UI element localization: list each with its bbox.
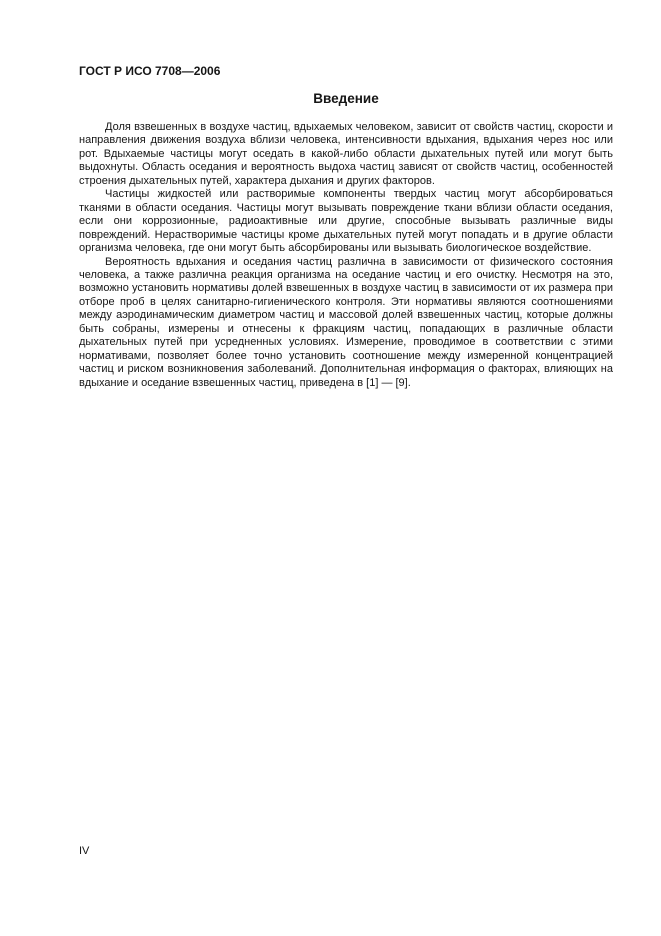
paragraph-1: Доля взвешенных в воздухе частиц, вдыхаемых человеком, зависит от свойств частиц, скорости и направления движения воздуха вблизи человека, интенсивности вдыхания, вдыхания через нос или рот. Вдыхаемые частицы могут оседать в какой-либо области дыхательных путей или могут быть выдохнуты. Область оседания и вероятность выдоха частиц зависят от свойств частиц, особенностей строения дыхательных путей, характера дыхания и других факторов. [79,121,613,187]
paragraph-3: Вероятность вдыхания и оседания частиц различна в зависимости от физического состояния человека, а также различна реакция организма на оседание частиц и его очистку. Несмотря на это, возможно установить нормативы долей взвешенных в воздухе частиц в зависимости от их размера при отборе проб в целях санитарно-гигиенического контроля. Эти нормативы являются соотношениями между аэродинамическим диаметром частиц и массовой долей взвешенных частиц, которые должны быть собраны, измерены и отнесены к фракциям частиц, попадающих в различные области дыхательных путей при усредненных условиях. Измерение, проводимое в соответствии с этими нормативами, позволяет более точно установить соотношение между измеренной концентрацией частиц и риском возникновения заболеваний. Дополнительная информация о факторах, влияющих на вдыхание и оседание взвешенных частиц, приведена в [1] — [9]. [79,255,613,389]
page-number: IV [79,845,90,857]
document-body [79,121,613,390]
section-title: Введение [313,91,379,106]
document-designation: ГОСТ Р ИСО 7708—2006 [79,64,221,78]
paragraph-2: Частицы жидкостей или растворимые компоненты твердых частиц могут абсорбироваться тканями в области оседания. Частицы могут вызывать повреждение ткани вблизи области оседания, если они коррозионные, радиоактивные или другие, способные вызывать различные виды повреждений. Нерастворимые частицы кроме дыхательных путей могут попадать и в другие области организма человека, где они могут быть абсорбированы или вызывать биологическое воздействие. [79,188,613,255]
